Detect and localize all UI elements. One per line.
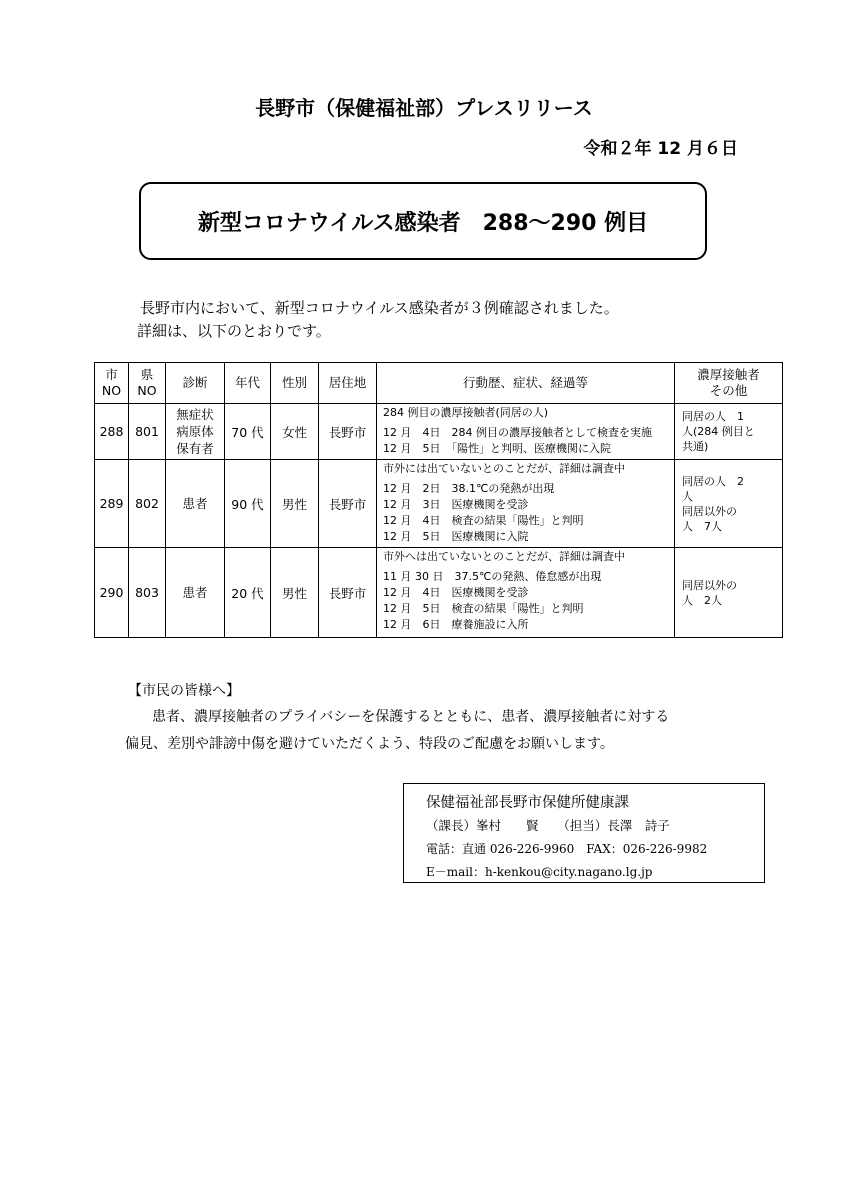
city-no: 289 xyxy=(95,460,129,548)
notice-line-2: 偏見、差別や誹謗中傷を避けていただくよう、特段のご配慮をお願いします。 xyxy=(125,736,614,752)
pref-no: 802 xyxy=(129,460,166,548)
table-row xyxy=(95,404,783,460)
city-no: 290 xyxy=(95,548,129,638)
residence: 長野市 xyxy=(319,460,377,548)
diagnosis: 無症状 病原体 保有者 xyxy=(166,404,225,460)
pref-no: 801 xyxy=(129,404,166,460)
notice-line-1: 患者、濃厚接触者のプライバシーを保護するとともに、患者、濃厚接触者に対する xyxy=(152,709,670,725)
table-row xyxy=(95,460,783,548)
press-release-title: 長野市（保健福祉部）プレスリリース xyxy=(255,96,593,120)
diagnosis: 患者 xyxy=(166,460,225,548)
headline-box xyxy=(139,182,707,260)
residence: 長野市 xyxy=(319,548,377,638)
sex: 男性 xyxy=(271,460,319,548)
header-history: 行動歴、症状、経過等 xyxy=(377,363,675,404)
header-contacts: 濃厚接触者 その他 xyxy=(675,363,783,404)
table-header-row xyxy=(95,363,783,404)
age: 70 代 xyxy=(225,404,271,460)
cases-table xyxy=(94,362,783,638)
residence: 長野市 xyxy=(319,404,377,460)
headline-text: 新型コロナウイルス感染者 288～290 例目 xyxy=(197,210,649,236)
history: 284 例目の濃厚接触者(同居の人) 12 月 4日 284 例目の濃厚接触者として検査を実施 12 月 5日 「陽性」と判明、医療機関に入院 xyxy=(377,404,675,460)
intro-line-1: 長野市内において、新型コロナウイルス感染者が３例確認されました。 xyxy=(140,299,619,317)
intro-line-2: 詳細は、以下のとおりです。 xyxy=(137,322,331,340)
contact-box xyxy=(403,783,765,883)
release-date: 令和２年 12 月６日 xyxy=(583,139,738,159)
contacts: 同居の人 2 人 同居以外の 人 7人 xyxy=(675,460,783,548)
pref-no: 803 xyxy=(129,548,166,638)
city-no: 288 xyxy=(95,404,129,460)
notice-title: 【市民の皆様へ】 xyxy=(128,683,240,699)
header-age: 年代 xyxy=(225,363,271,404)
history: 市外には出ていないとのことだが、詳細は調査中 12 月 2日 38.1℃の発熱が出現 12 月 3日 医療機関を受診 12 月 4日 検査の結果「陽性」と判明 12 月 5日 医療機関に入院 xyxy=(377,460,675,548)
header-city-no: 市 NO xyxy=(95,363,129,404)
history: 市外へは出ていないとのことだが、詳細は調査中 11 月 30 日 37.5℃の発熱、倦怠感が出現 12 月 4日 医療機関を受診 12 月 5日 検査の結果「陽性」と判明 12 月 6日 療養施設に入所 xyxy=(377,548,675,638)
contact-department: 保健福祉部長野市保健所健康課 xyxy=(426,795,629,811)
header-sex: 性別 xyxy=(271,363,319,404)
sex: 女性 xyxy=(271,404,319,460)
diagnosis: 患者 xyxy=(166,548,225,638)
contacts: 同居以外の 人 2人 xyxy=(675,548,783,638)
sex: 男性 xyxy=(271,548,319,638)
table-row xyxy=(95,548,783,638)
contact-phone: 電話：直通 026-226-9960 FAX：026-226-9982 xyxy=(426,842,708,856)
age: 90 代 xyxy=(225,460,271,548)
header-diagnosis: 診断 xyxy=(166,363,225,404)
contacts: 同居の人 1 人(284 例目と 共通) xyxy=(675,404,783,460)
header-residence: 居住地 xyxy=(319,363,377,404)
contact-staff: （課長）峯村 賢 （担当）長澤 詩子 xyxy=(426,818,670,833)
header-pref-no: 県 NO xyxy=(129,363,166,404)
age: 20 代 xyxy=(225,548,271,638)
contact-email: E－mail：h-kenkou@city.nagano.lg.jp xyxy=(426,865,653,879)
